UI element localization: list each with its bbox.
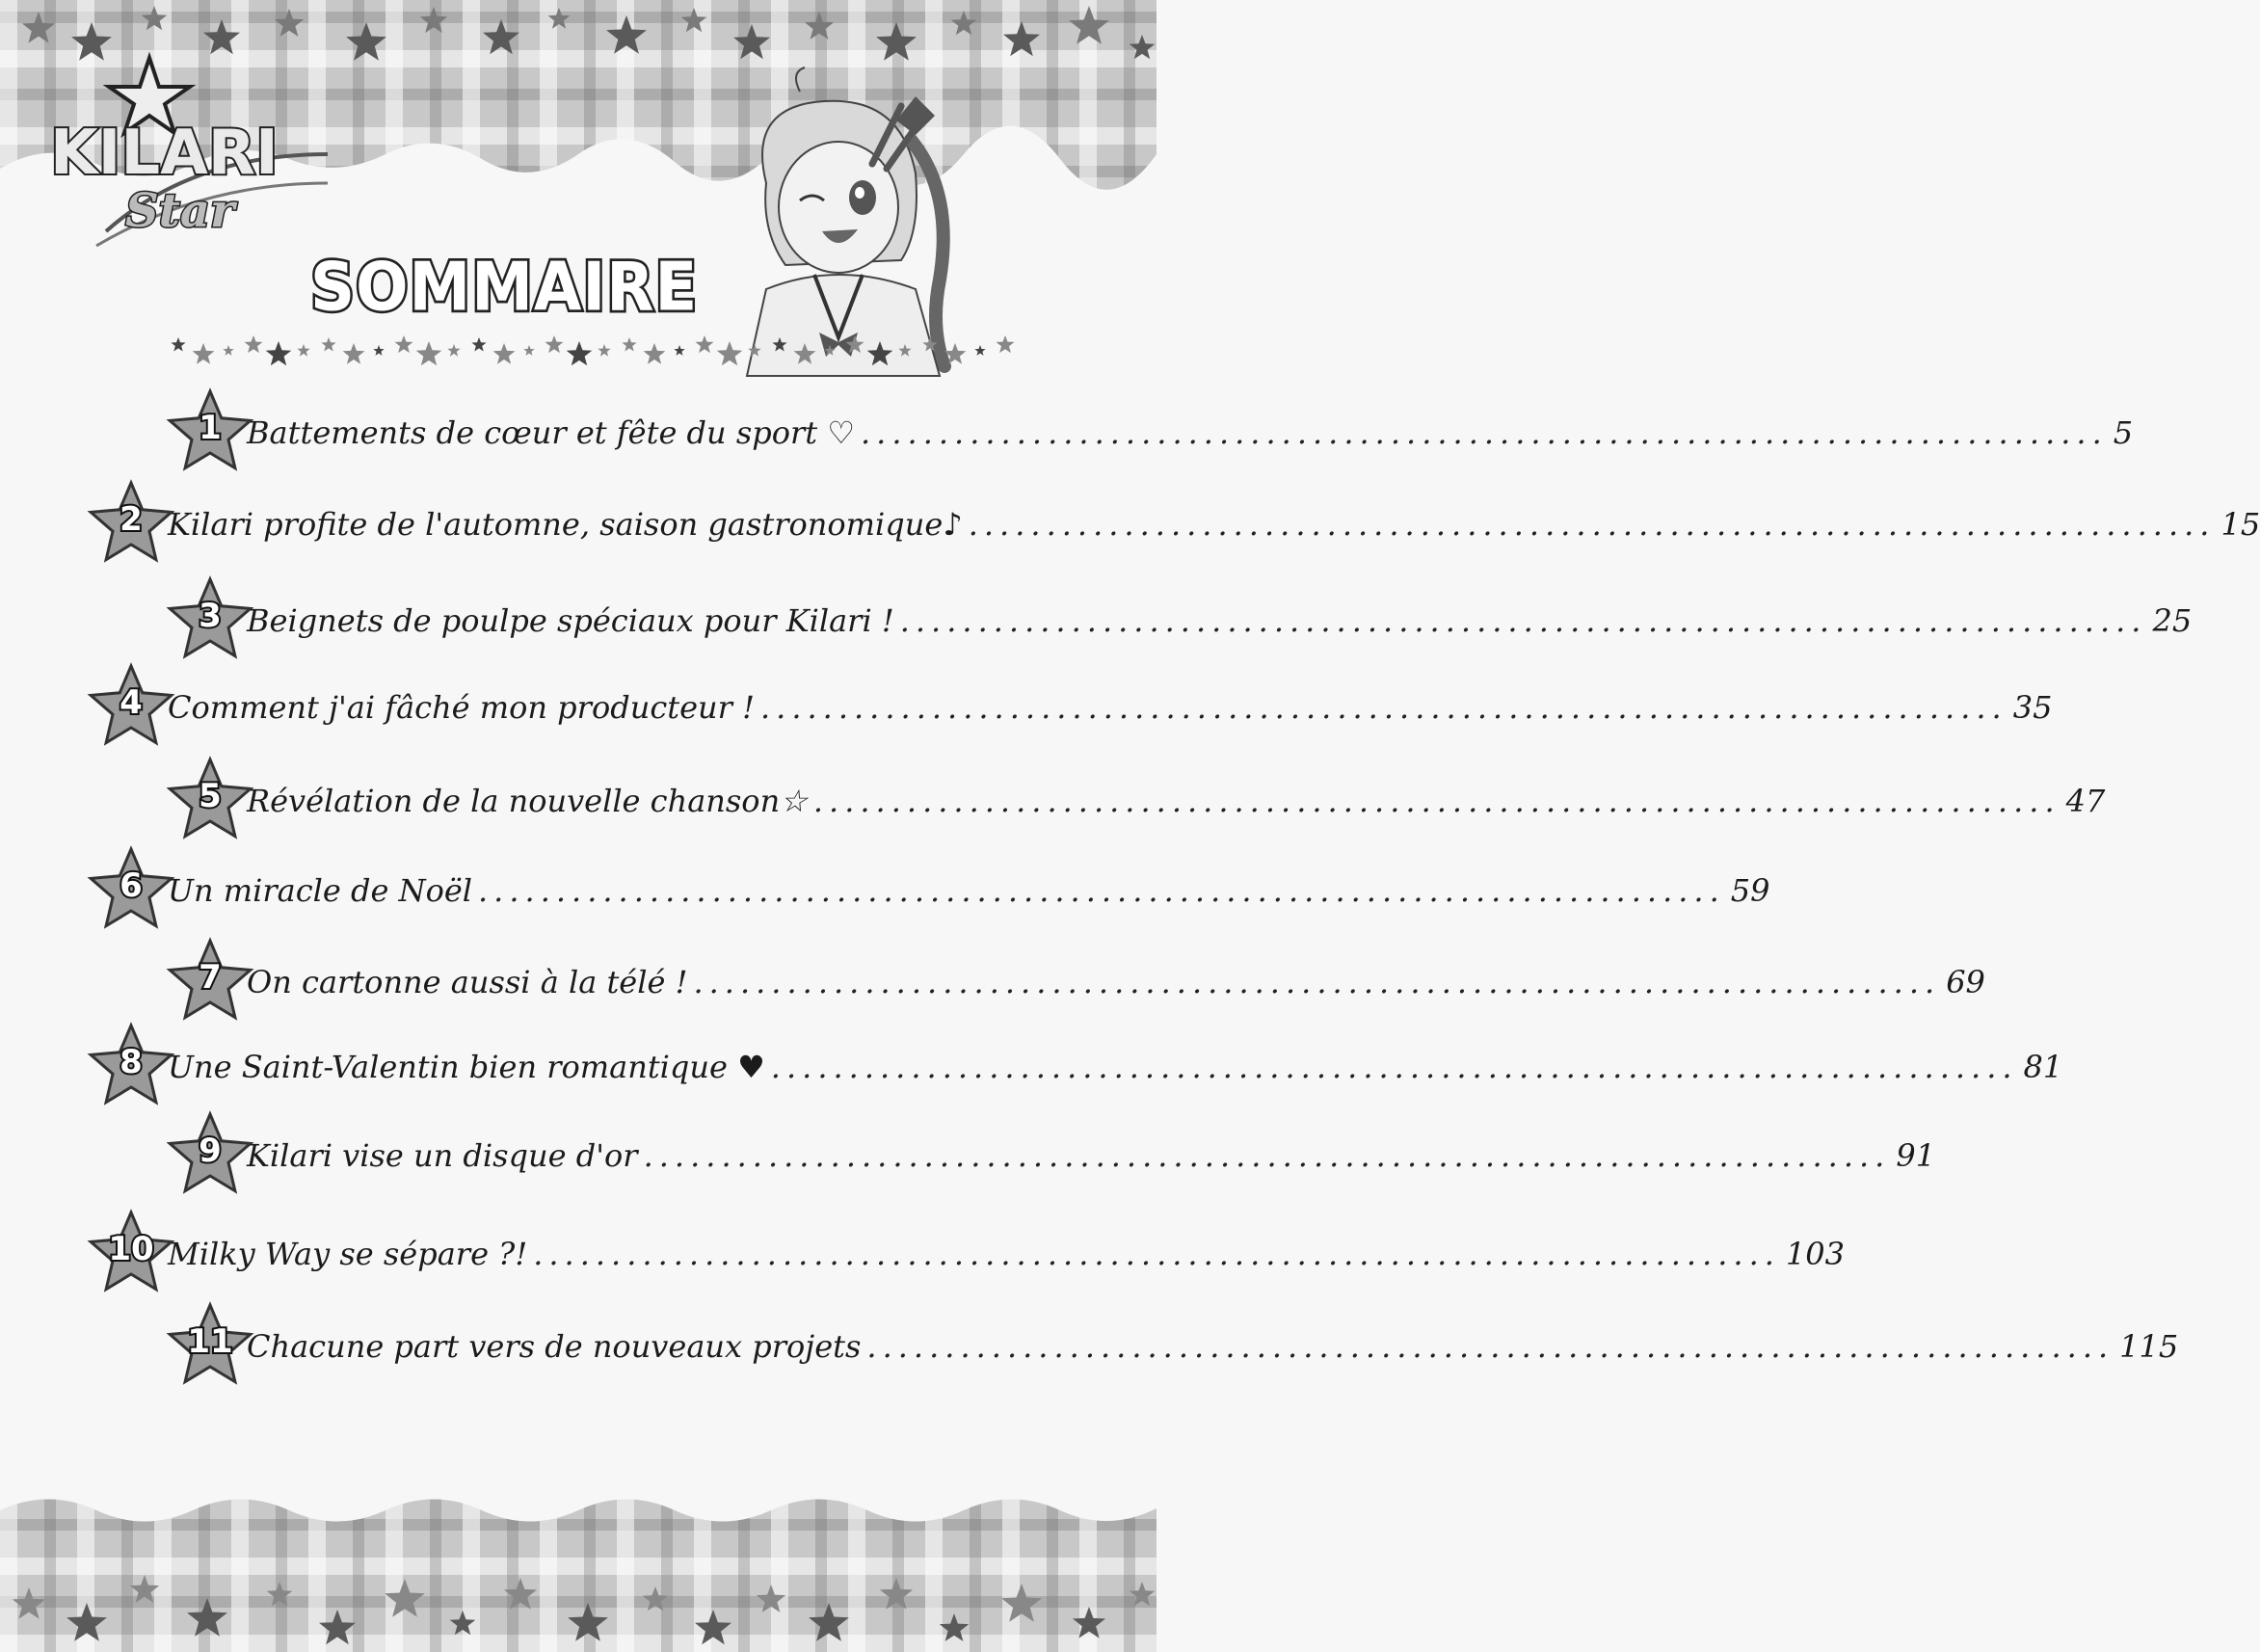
star-icon xyxy=(824,345,835,356)
toc-entry[interactable] xyxy=(164,573,2193,651)
star-icon xyxy=(867,341,893,365)
page-number: 69 xyxy=(1946,964,1985,1000)
chapter-star-badge xyxy=(164,935,256,1024)
star-icon xyxy=(321,337,335,352)
chapter-star-badge xyxy=(85,660,177,749)
chapter-line xyxy=(168,689,2053,726)
toc-entry[interactable] xyxy=(164,1299,2179,1376)
dot-leader: ................................................................................ xyxy=(812,783,2061,819)
star-icon xyxy=(598,344,610,357)
chapter-line xyxy=(168,506,2260,543)
toc-entry[interactable] xyxy=(164,935,1985,1012)
star-icon xyxy=(223,345,233,356)
star-icon xyxy=(395,335,413,353)
chapter-number: 9 xyxy=(199,1132,222,1170)
chapter-title: Révélation de la nouvelle chanson☆ xyxy=(247,783,808,819)
star-icon xyxy=(523,345,534,356)
chapter-star-badge xyxy=(164,573,256,662)
page-number: 115 xyxy=(2119,1328,2179,1365)
page-number: 35 xyxy=(2012,689,2053,726)
star-icon xyxy=(193,343,215,364)
star-icon xyxy=(898,344,911,357)
chapter-number: 4 xyxy=(120,683,143,722)
chapter-number: 3 xyxy=(199,597,222,635)
bottom-plaid-band xyxy=(0,1489,1157,1652)
dot-leader: ................................................................................ xyxy=(770,1049,2018,1085)
chapter-line xyxy=(247,783,2106,819)
chapter-number: 8 xyxy=(120,1043,143,1081)
page-number: 15 xyxy=(2220,506,2260,543)
chapter-star-badge xyxy=(85,477,177,566)
chapter-line xyxy=(168,1236,1846,1272)
title-container xyxy=(310,250,699,339)
page-title: SOMMAIRE xyxy=(310,250,699,327)
chapter-title: Milky Way se sépare ?! xyxy=(168,1236,528,1272)
chapter-line xyxy=(247,1137,1936,1174)
star-icon xyxy=(416,341,442,365)
chapter-number: 6 xyxy=(120,866,143,905)
dot-leader: ................................................................................ xyxy=(861,414,2108,451)
star-icon xyxy=(447,344,460,357)
star-icon xyxy=(343,343,365,364)
dot-leader: ................................................................................ xyxy=(968,506,2216,543)
star-divider xyxy=(169,328,1017,376)
chapter-star-badge xyxy=(85,843,177,932)
dot-leader: ................................................................................ xyxy=(643,1137,1891,1174)
dot-leader: ................................................................................ xyxy=(478,872,1725,909)
chapter-star-badge xyxy=(164,754,256,842)
star-icon xyxy=(974,345,985,356)
star-icon xyxy=(922,337,937,352)
star-icon xyxy=(567,341,593,365)
chapter-star-badge xyxy=(164,386,256,474)
page-number: 59 xyxy=(1730,872,1770,909)
chapter-star-badge xyxy=(164,1299,256,1388)
chapter-title: Battements de cœur et fête du sport ♡ xyxy=(247,414,855,451)
page-number: 91 xyxy=(1896,1137,1936,1174)
page-number: 47 xyxy=(2065,783,2106,819)
dot-leader: ................................................................................ xyxy=(533,1236,1780,1272)
chapter-line xyxy=(247,414,2134,451)
star-icon xyxy=(622,337,636,352)
star-icon xyxy=(297,344,309,357)
chapter-title: Une Saint-Valentin bien romantique ♥ xyxy=(168,1049,765,1085)
chapter-number: 1 xyxy=(199,409,222,447)
star-icon xyxy=(846,335,864,353)
chapter-line xyxy=(168,1049,2063,1085)
dot-leader: ................................................................................ xyxy=(866,1328,2114,1365)
page-number: 81 xyxy=(2023,1049,2063,1085)
chapter-star-badge xyxy=(85,1020,177,1108)
page-number: 25 xyxy=(2152,602,2193,639)
chapter-title: Kilari profite de l'automne, saison gastronomique♪ xyxy=(168,506,963,543)
chapter-number: 10 xyxy=(108,1230,154,1268)
chapter-title: Chacune part vers de nouveaux projets xyxy=(247,1328,862,1365)
star-icon xyxy=(644,343,666,364)
logo-text-kilari: KILARI xyxy=(50,118,279,189)
star-icon xyxy=(493,343,516,364)
kilari-star-logo xyxy=(39,48,347,270)
star-icon xyxy=(748,344,760,357)
star-icon xyxy=(266,341,292,365)
chapter-number: 5 xyxy=(199,777,222,815)
star-icon xyxy=(471,337,486,352)
star-icon xyxy=(944,343,967,364)
chapter-line xyxy=(168,872,1770,909)
dot-leader: ................................................................................ xyxy=(899,602,2147,639)
chapter-star-badge xyxy=(164,1108,256,1197)
chapter-number: 2 xyxy=(120,500,143,539)
chapter-title: On cartonne aussi à la télé ! xyxy=(247,964,688,1000)
toc-entry[interactable] xyxy=(85,1020,2063,1097)
logo-text-star: Star xyxy=(125,184,235,238)
bottom-scallop-edge xyxy=(0,1489,1157,1652)
star-icon xyxy=(674,345,684,356)
star-icon xyxy=(696,335,714,353)
chapter-star-badge xyxy=(85,1207,177,1295)
chapter-title: Kilari vise un disque d'or xyxy=(247,1137,638,1174)
chapter-number: 7 xyxy=(199,958,222,997)
star-icon xyxy=(997,335,1015,353)
chapter-title: Beignets de poulpe spéciaux pour Kilari ! xyxy=(247,602,894,639)
toc-entry[interactable] xyxy=(85,477,2260,554)
dot-leader: ................................................................................ xyxy=(693,964,1941,1000)
chapter-title: Un miracle de Noël xyxy=(168,872,472,909)
toc-entry[interactable] xyxy=(85,1207,1846,1284)
star-icon xyxy=(794,343,816,364)
chapter-line xyxy=(247,1328,2179,1365)
dot-leader: ................................................................................ xyxy=(759,689,2007,726)
chapter-title: Comment j'ai fâché mon producteur ! xyxy=(168,689,755,726)
toc-entry[interactable] xyxy=(85,660,2053,737)
star-icon xyxy=(245,335,263,353)
chapter-line xyxy=(247,602,2193,639)
star-icon xyxy=(772,337,786,352)
star-icon xyxy=(545,335,564,353)
chapter-line xyxy=(247,964,1985,1000)
page-number: 5 xyxy=(2113,414,2134,451)
star-icon xyxy=(171,337,185,352)
toc-entry[interactable] xyxy=(164,386,2134,463)
page-number: 103 xyxy=(1785,1236,1846,1272)
toc-entry[interactable] xyxy=(164,754,2106,831)
star-icon xyxy=(373,345,384,356)
toc-entry[interactable] xyxy=(164,1108,1936,1186)
chapter-number: 11 xyxy=(187,1322,233,1361)
star-icon xyxy=(717,341,743,365)
toc-entry[interactable] xyxy=(85,843,1770,920)
